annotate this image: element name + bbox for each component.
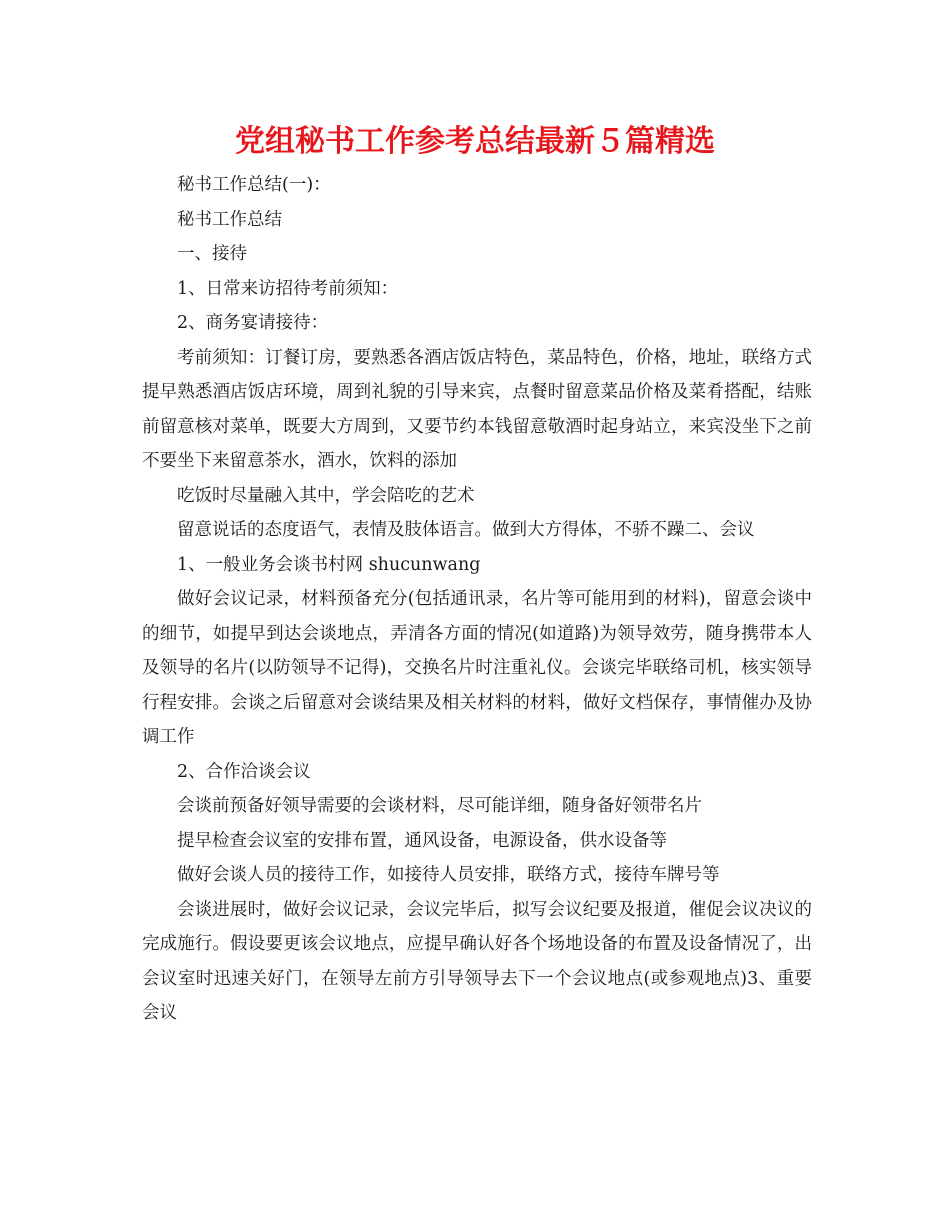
paragraph: 1、日常来访招待考前须知：	[177, 278, 399, 299]
paragraph: 2、合作洽谈会议	[177, 761, 311, 782]
document-body	[142, 168, 812, 1031]
paragraph: 做好会议记录，材料预备充分(包括通讯录，名片等可能用到的材料)，留意会谈中的细节，如提早到达会谈地点，弄清各方面的情况(如道路)为领导效劳，随身携带本人及领导的名片(以防领导不记得)，交换名片时注重礼仪。会谈完毕联络司机，核实领导行程安排。会谈之后留意对会谈结果及相关材料的材料，做好文档保存，事情催办及协调工作	[142, 589, 812, 747]
paragraph: 2、商务宴请接待：	[177, 313, 329, 333]
paragraph: 秘书工作总结(一)：	[177, 175, 331, 195]
paragraph: 考前须知：订餐订房，要熟悉各酒店饭店特色，菜品特色，价格，地址，联络方式提早熟悉酒店饭店环境，周到礼貌的引导来宾，点餐时留意菜品价格及菜肴搭配，结账前留意核对菜单，既要大方周到，又要节约本钱留意敬酒时起身站立，来宾没坐下之前不要坐下来留意茶水，酒水，饮料的添加	[142, 347, 812, 471]
paragraph: 提早检查会议室的安排布置，通风设备，电源设备，供水设备等	[177, 830, 667, 851]
paragraph: 一、接待	[177, 244, 247, 264]
paragraph: 1、一般业务会谈书村网 shucunwang	[177, 554, 481, 575]
document-title: 党组秘书工作参考总结最新５篇精选	[235, 124, 715, 159]
paragraph: 做好会谈人员的接待工作，如接待人员安排，联络方式，接待车牌号等	[177, 865, 720, 885]
paragraph: 会谈前预备好领导需要的会谈材料，尽可能详细，随身备好领带名片	[177, 796, 702, 816]
paragraph: 留意说话的态度语气，表情及肢体语言。做到大方得体，不骄不躁二、会议	[177, 520, 755, 540]
paragraph: 会谈进展时，做好会议记录，会议完毕后，拟写会议纪要及报道，催促会议决议的完成施行。假设要更该会议地点，应提早确认好各个场地设备的布置及设备情况了，出会议室时迅速关好门，在领导左前方引导领导去下一个会议地点(或参观地点)3、重要会议	[142, 899, 812, 1023]
paragraph: 秘书工作总结	[177, 209, 282, 230]
paragraph: 吃饭时尽量融入其中，学会陪吃的艺术	[177, 485, 475, 506]
